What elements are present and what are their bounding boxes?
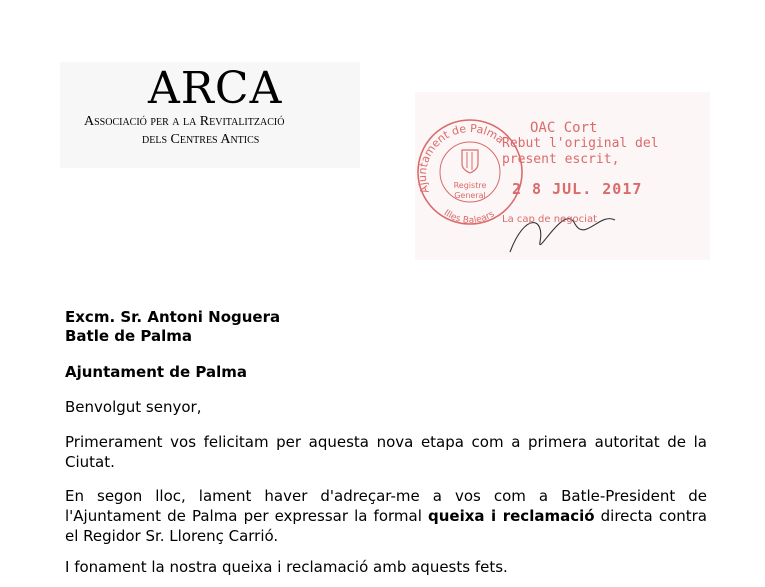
registry-stamp (415, 92, 710, 260)
stamp-line-3: present escrit, (502, 152, 620, 167)
seal-center-1: Registre (453, 181, 487, 190)
paragraph-2-start: En segon lloc, lament haver d'adreçar-me a vos com a Batle-President de l'Ajuntament de Palma per expressar la formal (65, 487, 707, 525)
arca-logo (60, 62, 360, 168)
logo-mark: ARCA (148, 63, 283, 114)
stamp-office: OAC Cort (530, 120, 598, 136)
logo-tagline-1: Associació per a la Revitalització (84, 114, 285, 129)
paragraph-3: I fonament la nostra queixa i reclamació amb aquests fets. (65, 558, 508, 576)
paragraph-2 (65, 486, 707, 546)
paragraph-1: Primerament vos felicitam per aquesta nova etapa com a primera autoritat de la Ciutat. (65, 433, 707, 471)
seal-center-2: General (454, 191, 486, 200)
svg-text:Illes Balears (442, 208, 497, 226)
seal-bottom-text: Illes Balears (441, 208, 497, 226)
recipient-name: Excm. Sr. Antoni Noguera (65, 308, 281, 326)
seal-ring-text: Ajuntament de Palma (415, 121, 507, 195)
stamp-signature-label: La cap de negociat (502, 214, 597, 225)
seal-icon (415, 92, 710, 260)
stamp-line-2: Rebut l'original del (502, 136, 659, 151)
logo-tagline-2: dels Centres Antics (142, 132, 260, 147)
salutation: Benvolgut senyor, (65, 398, 202, 416)
institution: Ajuntament de Palma (65, 363, 248, 381)
stamp-date: 2 8 JUL. 2017 (512, 180, 643, 198)
paragraph-2-end: directa contra el Regidor Sr. Llorenç Carrió. (65, 507, 707, 545)
recipient-title: Batle de Palma (65, 327, 193, 345)
paragraph-2-emphasis: queixa i reclamació (427, 507, 595, 525)
